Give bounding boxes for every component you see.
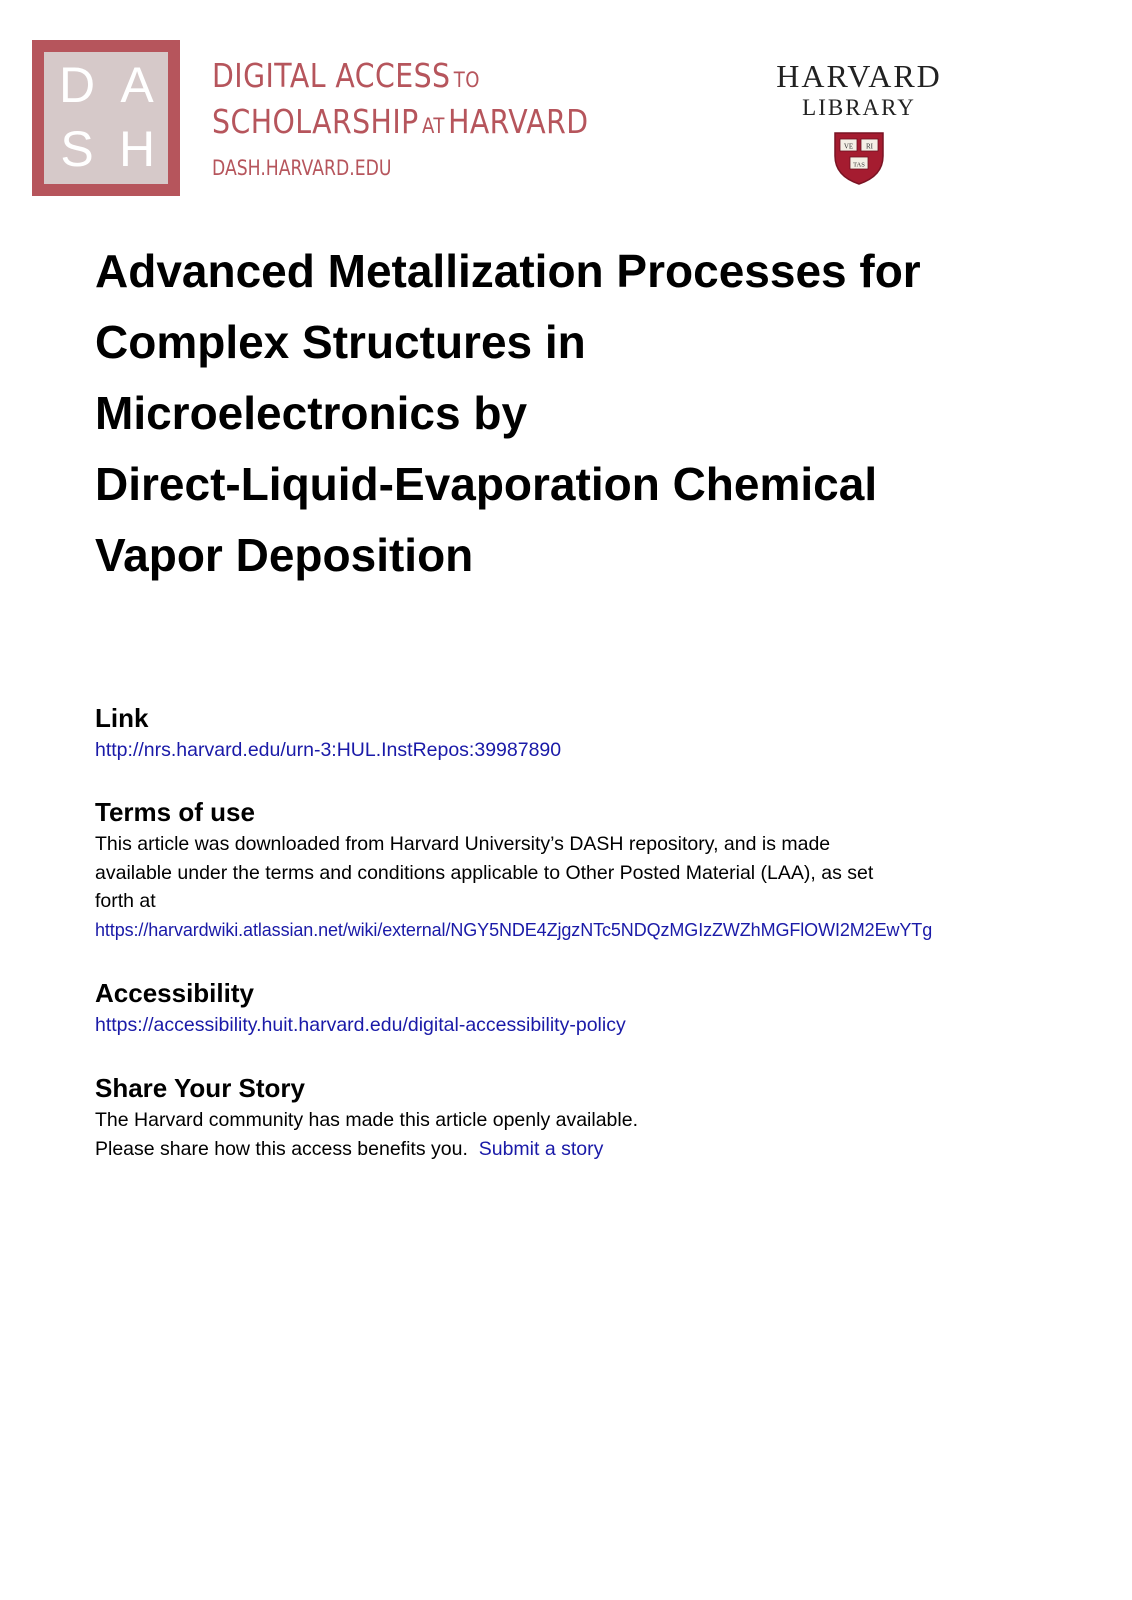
- terms-section: [95, 796, 1055, 944]
- title-line: Advanced Metallization Processes for: [95, 245, 921, 297]
- dash-letter-d: D: [58, 57, 96, 113]
- terms-link[interactable]: https://harvardwiki.atlassian.net/wiki/external/NGY5NDE4ZjgzNTc5NDQzMGIzZWZhMGFlOWI2M2EwYTg: [95, 919, 933, 940]
- dash-wordmark-line1: DIGITAL ACCESS TO: [212, 56, 480, 95]
- dash-letter-a: A: [120, 57, 154, 113]
- accessibility-link[interactable]: https://accessibility.huit.harvard.edu/digital-accessibility-policy: [95, 1014, 626, 1036]
- accessibility-heading: Accessibility: [95, 978, 254, 1008]
- dash-wordmark-line2: SCHOLARSHIP AT HARVARD: [212, 102, 589, 141]
- dash-letter-s: S: [60, 121, 94, 177]
- share-section: [95, 1072, 1055, 1163]
- veritas-shield-icon: [831, 130, 887, 186]
- title-line: Complex Structures in: [95, 316, 586, 368]
- document-title: [95, 236, 1055, 591]
- link-section: [95, 702, 1055, 765]
- share-text-line: The Harvard community has made this article openly available.: [95, 1109, 639, 1131]
- harvard-library-label: LIBRARY: [802, 95, 916, 120]
- repository-link[interactable]: http://nrs.harvard.edu/urn-3:HUL.InstRepos:39987890: [95, 739, 562, 761]
- share-text-line: [95, 1135, 1055, 1164]
- shield-text-ve: VE: [843, 142, 854, 151]
- dash-wordmark: [212, 55, 650, 185]
- harvard-name: HARVARD: [776, 58, 942, 94]
- title-line: Direct-Liquid-Evaporation Chemical: [95, 458, 878, 510]
- dash-logo: [32, 40, 180, 196]
- terms-text-line: forth at: [95, 890, 156, 912]
- terms-text-line: This article was downloaded from Harvard University’s DASH repository, and is made: [95, 833, 831, 855]
- submit-story-link[interactable]: Submit a story: [478, 1137, 604, 1160]
- link-heading: Link: [95, 703, 149, 733]
- terms-text-line: available under the terms and conditions applicable to Other Posted Material (LAA), as set: [95, 861, 874, 884]
- share-heading: Share Your Story: [95, 1073, 305, 1103]
- share-text-prompt: Please share how this access benefits you.: [95, 1137, 468, 1160]
- terms-heading: Terms of use: [95, 797, 255, 827]
- harvard-library-logo: [748, 58, 970, 186]
- shield-text-tas: TAS: [853, 161, 865, 169]
- dash-url: DASH.HARVARD.EDU: [212, 156, 392, 180]
- shield-text-ri: RI: [866, 142, 873, 151]
- title-line: Microelectronics by: [95, 387, 528, 439]
- dash-logo-panel: [44, 52, 168, 184]
- dash-letter-h: H: [118, 121, 156, 177]
- accessibility-section: [95, 977, 1055, 1040]
- title-line: Vapor Deposition: [95, 529, 474, 581]
